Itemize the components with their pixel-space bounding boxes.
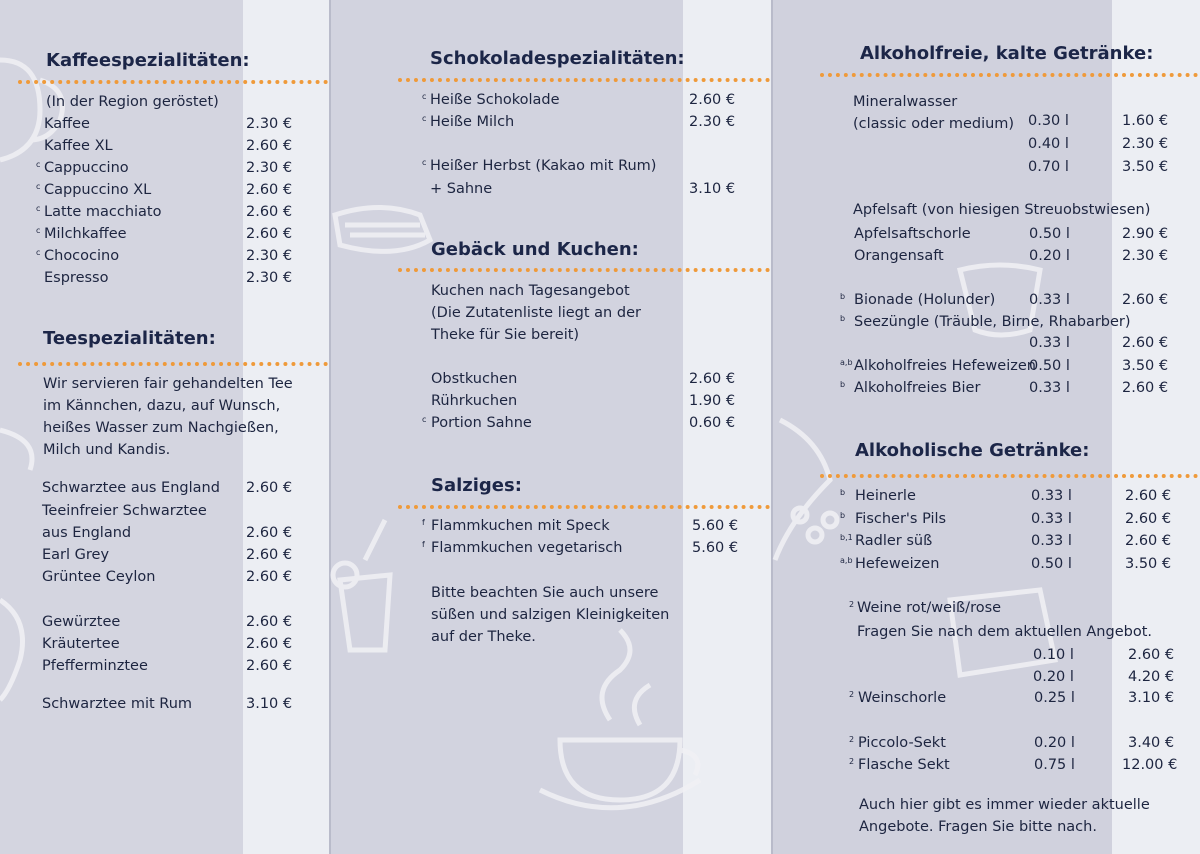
menu-item-name: Milchkaffee: [44, 226, 127, 242]
footnote-marker: 2: [849, 600, 855, 609]
menu-item-name: Heiße Milch: [430, 114, 515, 130]
section-note-line: süßen und salzigen Kleinigkeiten: [431, 607, 670, 623]
menu-item-price: 3.50 €: [1125, 555, 1172, 572]
menu-item-price: 3.50 €: [1122, 358, 1169, 374]
section-divider: [18, 80, 328, 84]
menu-item-price: 2.60 €: [246, 569, 293, 585]
menu-item-size: 0.20 l: [1034, 735, 1075, 751]
section-note: Fragen Sie nach dem aktuellen Angebot.: [857, 624, 1152, 640]
footnote-marker: c: [36, 204, 41, 213]
footnote-marker: c: [422, 92, 427, 101]
menu-item-name: Kaffee XL: [44, 138, 113, 154]
menu-item-price: 2.30 €: [1122, 248, 1169, 264]
menu-item-name: Pfefferminztee: [42, 658, 148, 674]
section-note: (In der Region geröstet): [46, 94, 219, 110]
section-heading-tee: Teespezialitäten:: [43, 328, 216, 349]
menu-item-name: Piccolo-Sekt: [858, 735, 946, 751]
menu-item-price: 2.60 €: [246, 636, 293, 652]
menu-item-name: + Sahne: [430, 181, 493, 197]
menu-item-price: 3.10 €: [1128, 690, 1175, 706]
menu-item-name: Teeinfreier Schwarztee: [42, 503, 207, 519]
menu-item-price: 2.60 €: [246, 138, 293, 154]
menu-item-price: 2.60 €: [689, 371, 736, 387]
section-note-line: Auch hier gibt es immer wieder aktuelle: [859, 797, 1150, 813]
menu-item-name: Earl Grey: [42, 547, 110, 563]
footnote-marker: f: [422, 540, 425, 549]
menu-item-name: Heißer Herbst (Kakao mit Rum): [430, 158, 657, 174]
menu-item-name: Mineralwasser: [853, 94, 958, 110]
menu-item-price: 2.30 €: [689, 114, 736, 130]
section-intro-line: Wir servieren fair gehandelten Tee: [43, 376, 293, 392]
menu-item-name: Grüntee Ceylon: [42, 569, 156, 585]
footnote-marker: 2: [849, 757, 855, 766]
footnote-marker: c: [422, 158, 427, 167]
coffee-cup-icon: [560, 740, 680, 800]
menu-item-price: 2.60 €: [1122, 380, 1169, 396]
menu-item-price: 2.30 €: [246, 248, 293, 264]
menu-item-price: 2.60 €: [246, 525, 293, 541]
menu-item-name: Heiße Schokolade: [430, 92, 560, 108]
section-divider: [820, 73, 1198, 77]
menu-item-price: 2.60 €: [689, 92, 736, 108]
menu-item-price: 12.00 €: [1122, 757, 1178, 773]
menu-item-price: 3.10 €: [246, 696, 293, 712]
menu-item-size: 0.33 l: [1029, 292, 1070, 308]
cup-icon: [0, 60, 40, 160]
menu-item-size: 0.10 l: [1033, 647, 1074, 663]
menu-item-size: 0.30 l: [1028, 113, 1069, 129]
menu-item-size: 0.33 l: [1029, 335, 1070, 351]
menu-item-price: 2.60 €: [1125, 533, 1172, 549]
menu-item-size: 0.25 l: [1034, 690, 1075, 706]
menu-item-price: 2.60 €: [246, 658, 293, 674]
menu-item-price: 2.90 €: [1122, 226, 1169, 242]
menu-item-price: 2.30 €: [246, 160, 293, 176]
section-heading-kaffee: Kaffeespezialitäten:: [46, 50, 250, 71]
menu-item-price: 5.60 €: [692, 540, 739, 556]
menu-item-size: 0.50 l: [1029, 226, 1070, 242]
menu-item-price: 1.60 €: [1122, 113, 1169, 129]
menu-item-name: Weinschorle: [858, 690, 947, 706]
menu-item-name: Seezüngle (Träuble, Birne, Rhabarber): [854, 314, 1131, 330]
menu-item-name: Alkoholfreies Hefeweizen: [854, 358, 1036, 374]
footnote-marker: c: [36, 248, 41, 257]
menu-item-price: 1.90 €: [689, 393, 736, 409]
menu-item-price: 2.60 €: [1122, 292, 1169, 308]
footnote-marker: b,1: [840, 533, 853, 542]
menu-item-name: Cappuccino: [44, 160, 129, 176]
menu-item-size: 0.70 l: [1028, 159, 1069, 175]
section-divider: [398, 78, 770, 82]
section-heading-alkfrei: Alkoholfreie, kalte Getränke:: [860, 43, 1154, 64]
footnote-marker: b: [840, 380, 846, 389]
menu-item-name: Fischer's Pils: [855, 510, 947, 527]
menu-item-size: 0.75 l: [1034, 757, 1075, 773]
section-note-line: auf der Theke.: [431, 629, 536, 645]
menu-item-name: Orangensaft: [854, 248, 944, 264]
section-divider: [18, 362, 328, 366]
menu-item-name: Flammkuchen vegetarisch: [431, 540, 623, 556]
menu-item-price: 4.20 €: [1128, 669, 1175, 685]
menu-item-name: Flammkuchen mit Speck: [431, 518, 610, 534]
menu-item-price: 3.10 €: [689, 181, 736, 197]
menu-item-price: 2.30 €: [246, 116, 293, 132]
section-note-line: Angebote. Fragen Sie bitte nach.: [859, 819, 1097, 835]
menu-item-size: 0.33 l: [1031, 533, 1072, 549]
cake-icon: [335, 208, 430, 252]
footnote-marker: 2: [849, 690, 855, 699]
menu-item-price: 5.60 €: [692, 518, 739, 534]
menu-item-name: Chococino: [44, 248, 120, 264]
menu-item-size: 0.33 l: [1031, 488, 1072, 504]
section-divider: [820, 474, 1198, 478]
menu-item-size: 0.20 l: [1029, 248, 1070, 264]
section-heading-alk: Alkoholische Getränke:: [855, 440, 1090, 461]
menu-item-price: 2.60 €: [246, 480, 293, 496]
footnote-marker: c: [36, 226, 41, 235]
menu-item-price: 2.60 €: [1125, 510, 1172, 527]
footnote-marker: 2: [849, 735, 855, 744]
section-heading-schoko: Schokoladespezialitäten:: [430, 48, 685, 69]
menu-item-size: 0.20 l: [1033, 669, 1074, 685]
section-intro-line: Kuchen nach Tagesangebot: [431, 283, 630, 299]
menu-item-price: 2.60 €: [246, 226, 293, 242]
menu-item-name: Latte macchiato: [44, 204, 162, 220]
section-divider: [398, 268, 770, 272]
menu-item-name: Obstkuchen: [431, 371, 518, 387]
section-divider: [398, 505, 770, 509]
menu-item-price: 2.60 €: [1125, 488, 1172, 504]
menu-item-name: Rührkuchen: [431, 393, 518, 409]
menu-item-size: 0.33 l: [1029, 380, 1070, 396]
menu-item-size: 0.50 l: [1031, 555, 1072, 572]
section-intro-line: heißes Wasser zum Nachgießen,: [43, 420, 279, 436]
menu-item-price: 2.30 €: [246, 270, 293, 286]
menu-item-price: 2.60 €: [246, 204, 293, 220]
footnote-marker: c: [422, 415, 427, 424]
footnote-marker: b: [840, 292, 846, 301]
menu-item-name: Hefeweizen: [855, 555, 940, 572]
section-heading-salz: Salziges:: [431, 475, 522, 496]
menu-item-name: Bionade (Holunder): [854, 292, 996, 308]
menu-item-size: 0.50 l: [1029, 358, 1070, 374]
section-note-line: Bitte beachten Sie auch unsere: [431, 585, 659, 601]
menu-item-name: Apfelsaftschorle: [854, 226, 971, 242]
footnote-marker: a,b: [840, 358, 853, 367]
footnote-marker: b: [840, 510, 846, 520]
menu-item-price: 2.60 €: [246, 547, 293, 563]
menu-item-price: 0.60 €: [689, 415, 736, 431]
menu-item-name: Gewürztee: [42, 614, 121, 630]
menu-item-name: Kaffee: [44, 116, 90, 132]
footnote-marker: c: [422, 114, 427, 123]
footnote-marker: f: [422, 518, 425, 527]
menu-item-name: Flasche Sekt: [858, 757, 950, 773]
menu-item-price: 2.60 €: [1122, 335, 1169, 351]
menu-item-price: 2.60 €: [246, 182, 293, 198]
footnote-marker: a,b: [840, 555, 853, 565]
menu-item-name: Alkoholfreies Bier: [854, 380, 981, 396]
menu-item-name: aus England: [42, 525, 132, 541]
section-heading-gebaeck: Gebäck und Kuchen:: [431, 239, 639, 260]
menu-item-name: Kräutertee: [42, 636, 120, 652]
menu-item-price: 2.60 €: [246, 614, 293, 630]
footnote-marker: c: [36, 160, 41, 169]
menu-item-price: 2.30 €: [1122, 136, 1169, 152]
menu-item-price: 3.40 €: [1128, 735, 1175, 751]
section-intro-line: Theke für Sie bereit): [431, 327, 580, 343]
menu-item-size: 0.40 l: [1028, 136, 1069, 152]
menu-item-name: Cappuccino XL: [44, 182, 152, 198]
menu-item-price: 2.60 €: [1128, 647, 1175, 663]
menu-item-name: Schwarztee aus England: [42, 480, 220, 496]
menu-item-name: Espresso: [44, 270, 109, 286]
menu-item-size: 0.33 l: [1031, 510, 1072, 527]
menu-item-name: Weine rot/weiß/rose: [857, 600, 1002, 616]
menu-item-name: Schwarztee mit Rum: [42, 696, 193, 712]
footnote-marker: b: [840, 488, 846, 497]
section-intro-line: im Kännchen, dazu, auf Wunsch,: [43, 398, 281, 414]
footnote-marker: c: [36, 182, 41, 191]
menu-item-name: Radler süß: [855, 533, 933, 549]
section-intro-line: Milch und Kandis.: [43, 442, 171, 458]
section-note: Apfelsaft (von hiesigen Streuobstwiesen): [853, 202, 1151, 218]
menu-item-name: Heinerle: [855, 488, 916, 504]
menu-item-name: (classic oder medium): [853, 116, 1015, 132]
section-intro-line: (Die Zutatenliste liegt an der: [431, 305, 641, 321]
menu-item-name: Portion Sahne: [431, 415, 532, 431]
footnote-marker: b: [840, 314, 846, 323]
menu-item-price: 3.50 €: [1122, 159, 1169, 175]
